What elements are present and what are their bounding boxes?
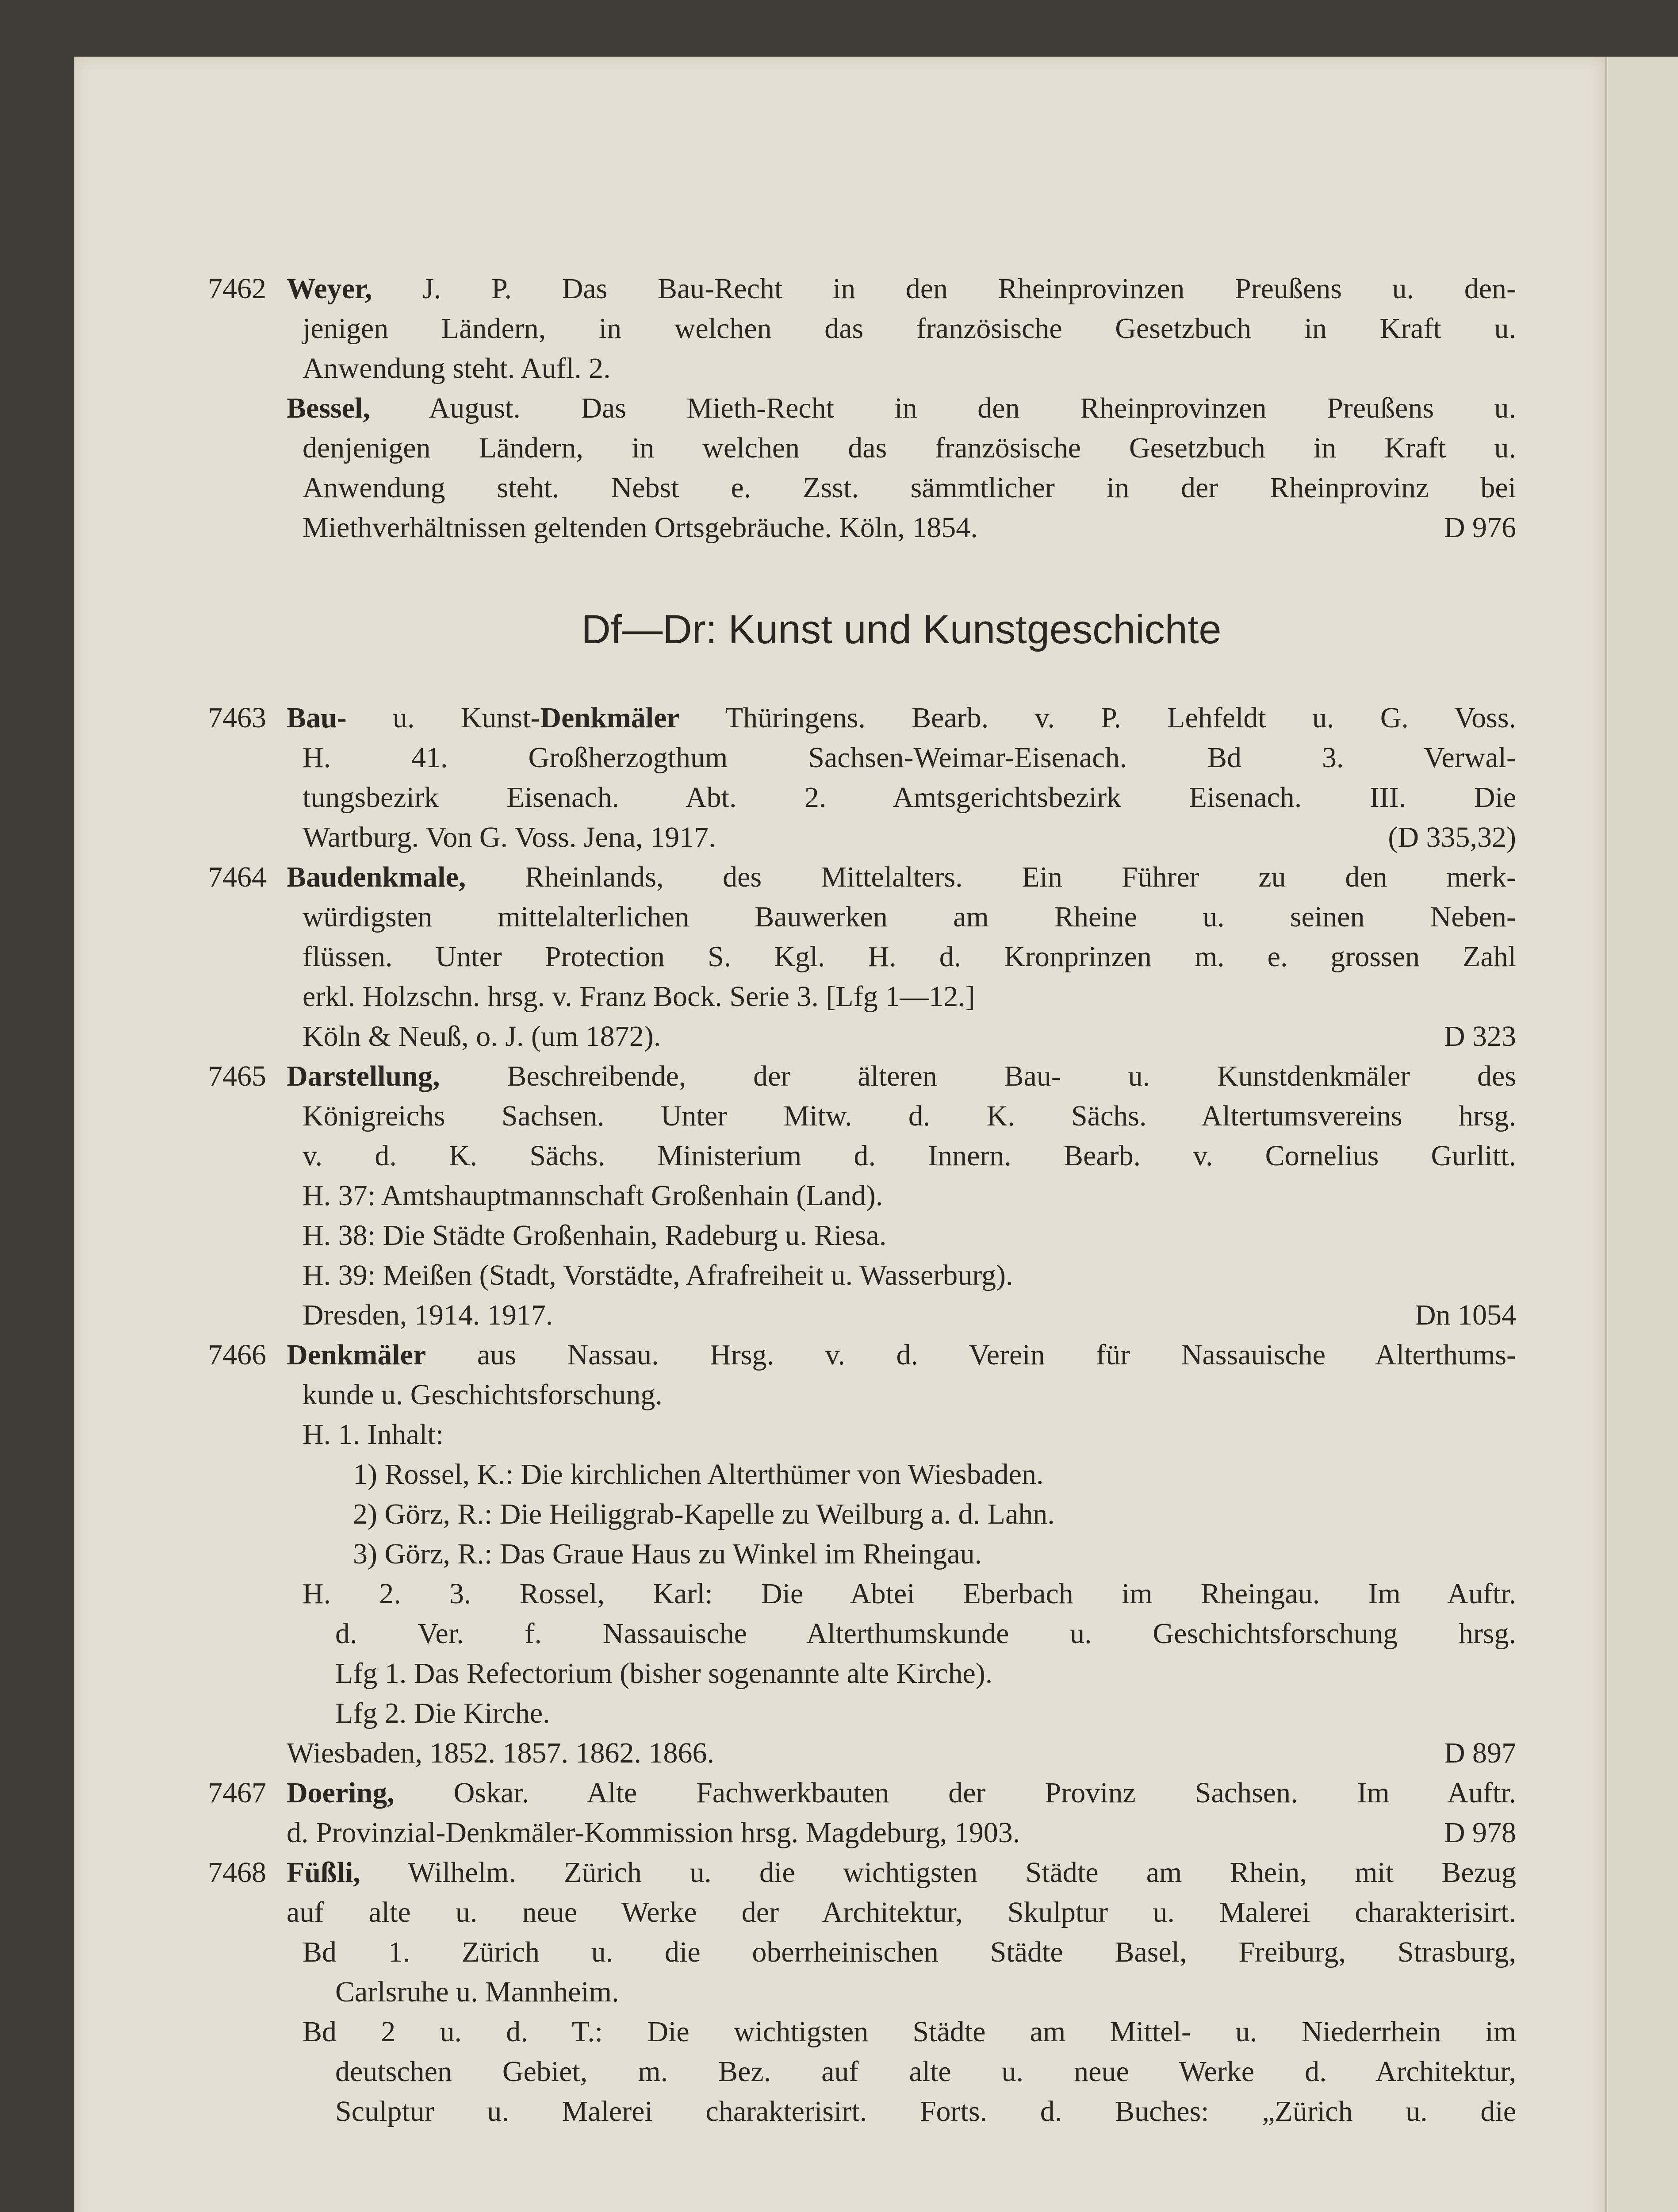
entry-text: Thüringens. Bearb. v. P. Lehfeldt u. G. Voss. [679,702,1516,734]
entry-number: 7462 [208,273,266,305]
entry-line: H. 39: Meißen (Stadt, Vorstädte, Afrafreiheit u. Wasserburg). [303,1259,1013,1291]
entry-line: erkl. Holzschn. hrsg. v. Franz Bock. Serie 3. [Lfg 1—12.] [303,980,975,1013]
entry-line: Königreichs Sachsen. Unter Mitw. d. K. Sächs. Altertumsvereins hrsg. [303,1100,1516,1132]
entry-line: jenigen Ländern, in welchen das französische Gesetzbuch in Kraft u. [303,312,1516,345]
entry-line: 2) Görz, R.: Die Heiliggrab-Kapelle zu Weilburg a. d. Lahn. [353,1498,1055,1530]
shelfmark: D 978 [1444,1816,1516,1849]
entry-line [287,1813,1516,1853]
entry-line [287,857,1516,897]
entry-number: 7463 [208,702,266,734]
entry-text: d. Provinzial-Denkmäler-Kommission hrsg. Magdeburg, 1903. [287,1816,1020,1849]
entry-line [287,1733,1516,1773]
entry-line: H. 37: Amtshauptmannschaft Großenhain (Land). [303,1179,883,1212]
entry-text: aus Nassau. Hrsg. v. d. Verein für Nassauische Alterthums- [426,1339,1516,1371]
entry-line [287,508,1516,548]
entry-lead: Bau- [287,702,347,734]
entry-7465 [208,1056,1516,1335]
entry-line: H. 1. Inhalt: [303,1418,444,1451]
entry-line: Sculptur u. Malerei charakterisirt. Forts. d. Buches: „Zürich u. die [335,2095,1516,2128]
entry-line [287,1017,1516,1056]
entry-text: Oskar. Alte Fachwerkbauten der Provinz Sachsen. Im Auftr. [394,1777,1516,1809]
entry-7466 [208,1335,1516,1773]
entry-text: u. Kunst- [346,702,540,734]
entry-line: kunde u. Geschichtsforschung. [303,1379,663,1411]
entry-lead: Denkmäler [540,702,680,734]
entry-lead: Bessel, [287,392,370,424]
entry-line [287,388,1516,428]
entry-line: 3) Görz, R.: Das Graue Haus zu Winkel im Rheingau. [353,1538,982,1570]
entry-line: H. 38: Die Städte Großenhain, Radeburg u. Riesa. [303,1219,887,1252]
entry-line [287,269,1516,309]
entry-line: H. 41. Großherzogthum Sachsen-Weimar-Eisenach. Bd 3. Verwal- [303,741,1516,774]
entry-text: Wilhelm. Zürich u. die wichtigsten Städte am Rhein, mit Bezug [360,1856,1516,1889]
entry-7462 [208,269,1516,548]
entry-line [287,1335,1516,1375]
shelfmark: (D 335,32) [1388,821,1516,853]
shelfmark: D 976 [1444,511,1516,544]
book-page [74,57,1605,2212]
entry-line: Bd 2 u. d. T.: Die wichtigsten Städte am Mittel- u. Niederrhein im [303,2016,1516,2048]
entry-text: Wartburg. Von G. Voss. Jena, 1917. [303,821,716,853]
entry-7467 [208,1773,1516,1853]
entry-line: denjenigen Ländern, in welchen das französische Gesetzbuch in Kraft u. [303,432,1516,464]
entry-text: J. P. Das Bau-Recht in den Rheinprovinzen Preußens u. den- [372,273,1516,305]
entry-line [287,1853,1516,1893]
entry-text: Köln & Neuß, o. J. (um 1872). [303,1020,661,1052]
entry-line: v. d. K. Sächs. Ministerium d. Innern. Bearb. v. Cornelius Gurlitt. [303,1140,1516,1172]
page-content [208,269,1516,2131]
entry-line [287,1056,1516,1096]
entry-number: 7465 [208,1060,266,1092]
shelfmark: D 897 [1444,1737,1516,1769]
entry-line [287,1773,1516,1813]
entry-line: würdigsten mittelalterlichen Bauwerken am Rheine u. seinen Neben- [303,901,1516,933]
entry-number: 7464 [208,861,266,893]
entry-number: 7468 [208,1856,266,1889]
entry-text: Dresden, 1914. 1917. [303,1299,553,1331]
entry-line [287,818,1516,857]
entry-number: 7467 [208,1777,266,1809]
entry-line: auf alte u. neue Werke der Architektur, Skulptur u. Malerei charakterisirt. [287,1896,1516,1928]
entry-line: H. 2. 3. Rossel, Karl: Die Abtei Eberbach im Rheingau. Im Auftr. [303,1578,1516,1610]
entry-line: Bd 1. Zürich u. die oberrheinischen Städte Basel, Freiburg, Strasburg, [303,1936,1516,1968]
entry-text: Miethverhältnissen geltenden Ortsgebräuche. Köln, 1854. [303,511,978,544]
entry-text: Rheinlands, des Mittelalters. Ein Führer zu den merk- [466,861,1516,893]
entry-line: 1) Rossel, K.: Die kirchlichen Alterthümer von Wiesbaden. [353,1458,1044,1490]
entry-line: flüssen. Unter Protection S. Kgl. H. d. Kronprinzen m. e. grossen Zahl [303,941,1516,973]
section-heading: Df—Dr: Kunst und Kunstgeschichte [581,607,1222,652]
entry-7463 [208,698,1516,857]
entry-text: August. Das Mieth-Recht in den Rheinprovinzen Preußens u. [370,392,1516,424]
entry-line: tungsbezirk Eisenach. Abt. 2. Amtsgerichtsbezirk Eisenach. III. Die [303,781,1516,814]
entry-line: Lfg 2. Die Kirche. [335,1697,550,1729]
shelfmark: Dn 1054 [1414,1299,1516,1331]
entry-line: Carlsruhe u. Mannheim. [335,1976,619,2008]
entry-text: Beschreibende, der älteren Bau- u. Kunstdenkmäler des [440,1060,1516,1092]
entry-lead: Weyer, [287,273,372,305]
entry-line: deutschen Gebiet, m. Bez. auf alte u. neue Werke d. Architektur, [335,2055,1516,2088]
entry-line [287,698,1516,738]
entry-number: 7466 [208,1339,266,1371]
entry-line [287,1295,1516,1335]
entry-7468 [208,1853,1516,2131]
shelfmark: D 323 [1444,1020,1516,1052]
entry-line: Lfg 1. Das Refectorium (bisher sogenannte alte Kirche). [335,1657,993,1690]
entry-lead: Darstellung, [287,1060,440,1092]
entry-lead: Doering, [287,1777,395,1809]
entry-line: d. Ver. f. Nassauische Alterthumskunde u. Geschichtsforschung hrsg. [335,1617,1516,1650]
entry-line: Anwendung steht. Aufl. 2. [303,352,611,384]
entry-lead: Füßli, [287,1856,360,1889]
entry-text: Wiesbaden, 1852. 1857. 1862. 1866. [287,1737,715,1769]
entry-7464 [208,857,1516,1056]
entry-line: Anwendung steht. Nebst e. Zsst. sämmtlicher in der Rheinprovinz bei [303,472,1516,504]
entry-lead: Denkmäler [287,1339,426,1371]
adjacent-page-edge [1605,57,1678,2212]
entry-lead: Baudenkmale, [287,861,466,893]
